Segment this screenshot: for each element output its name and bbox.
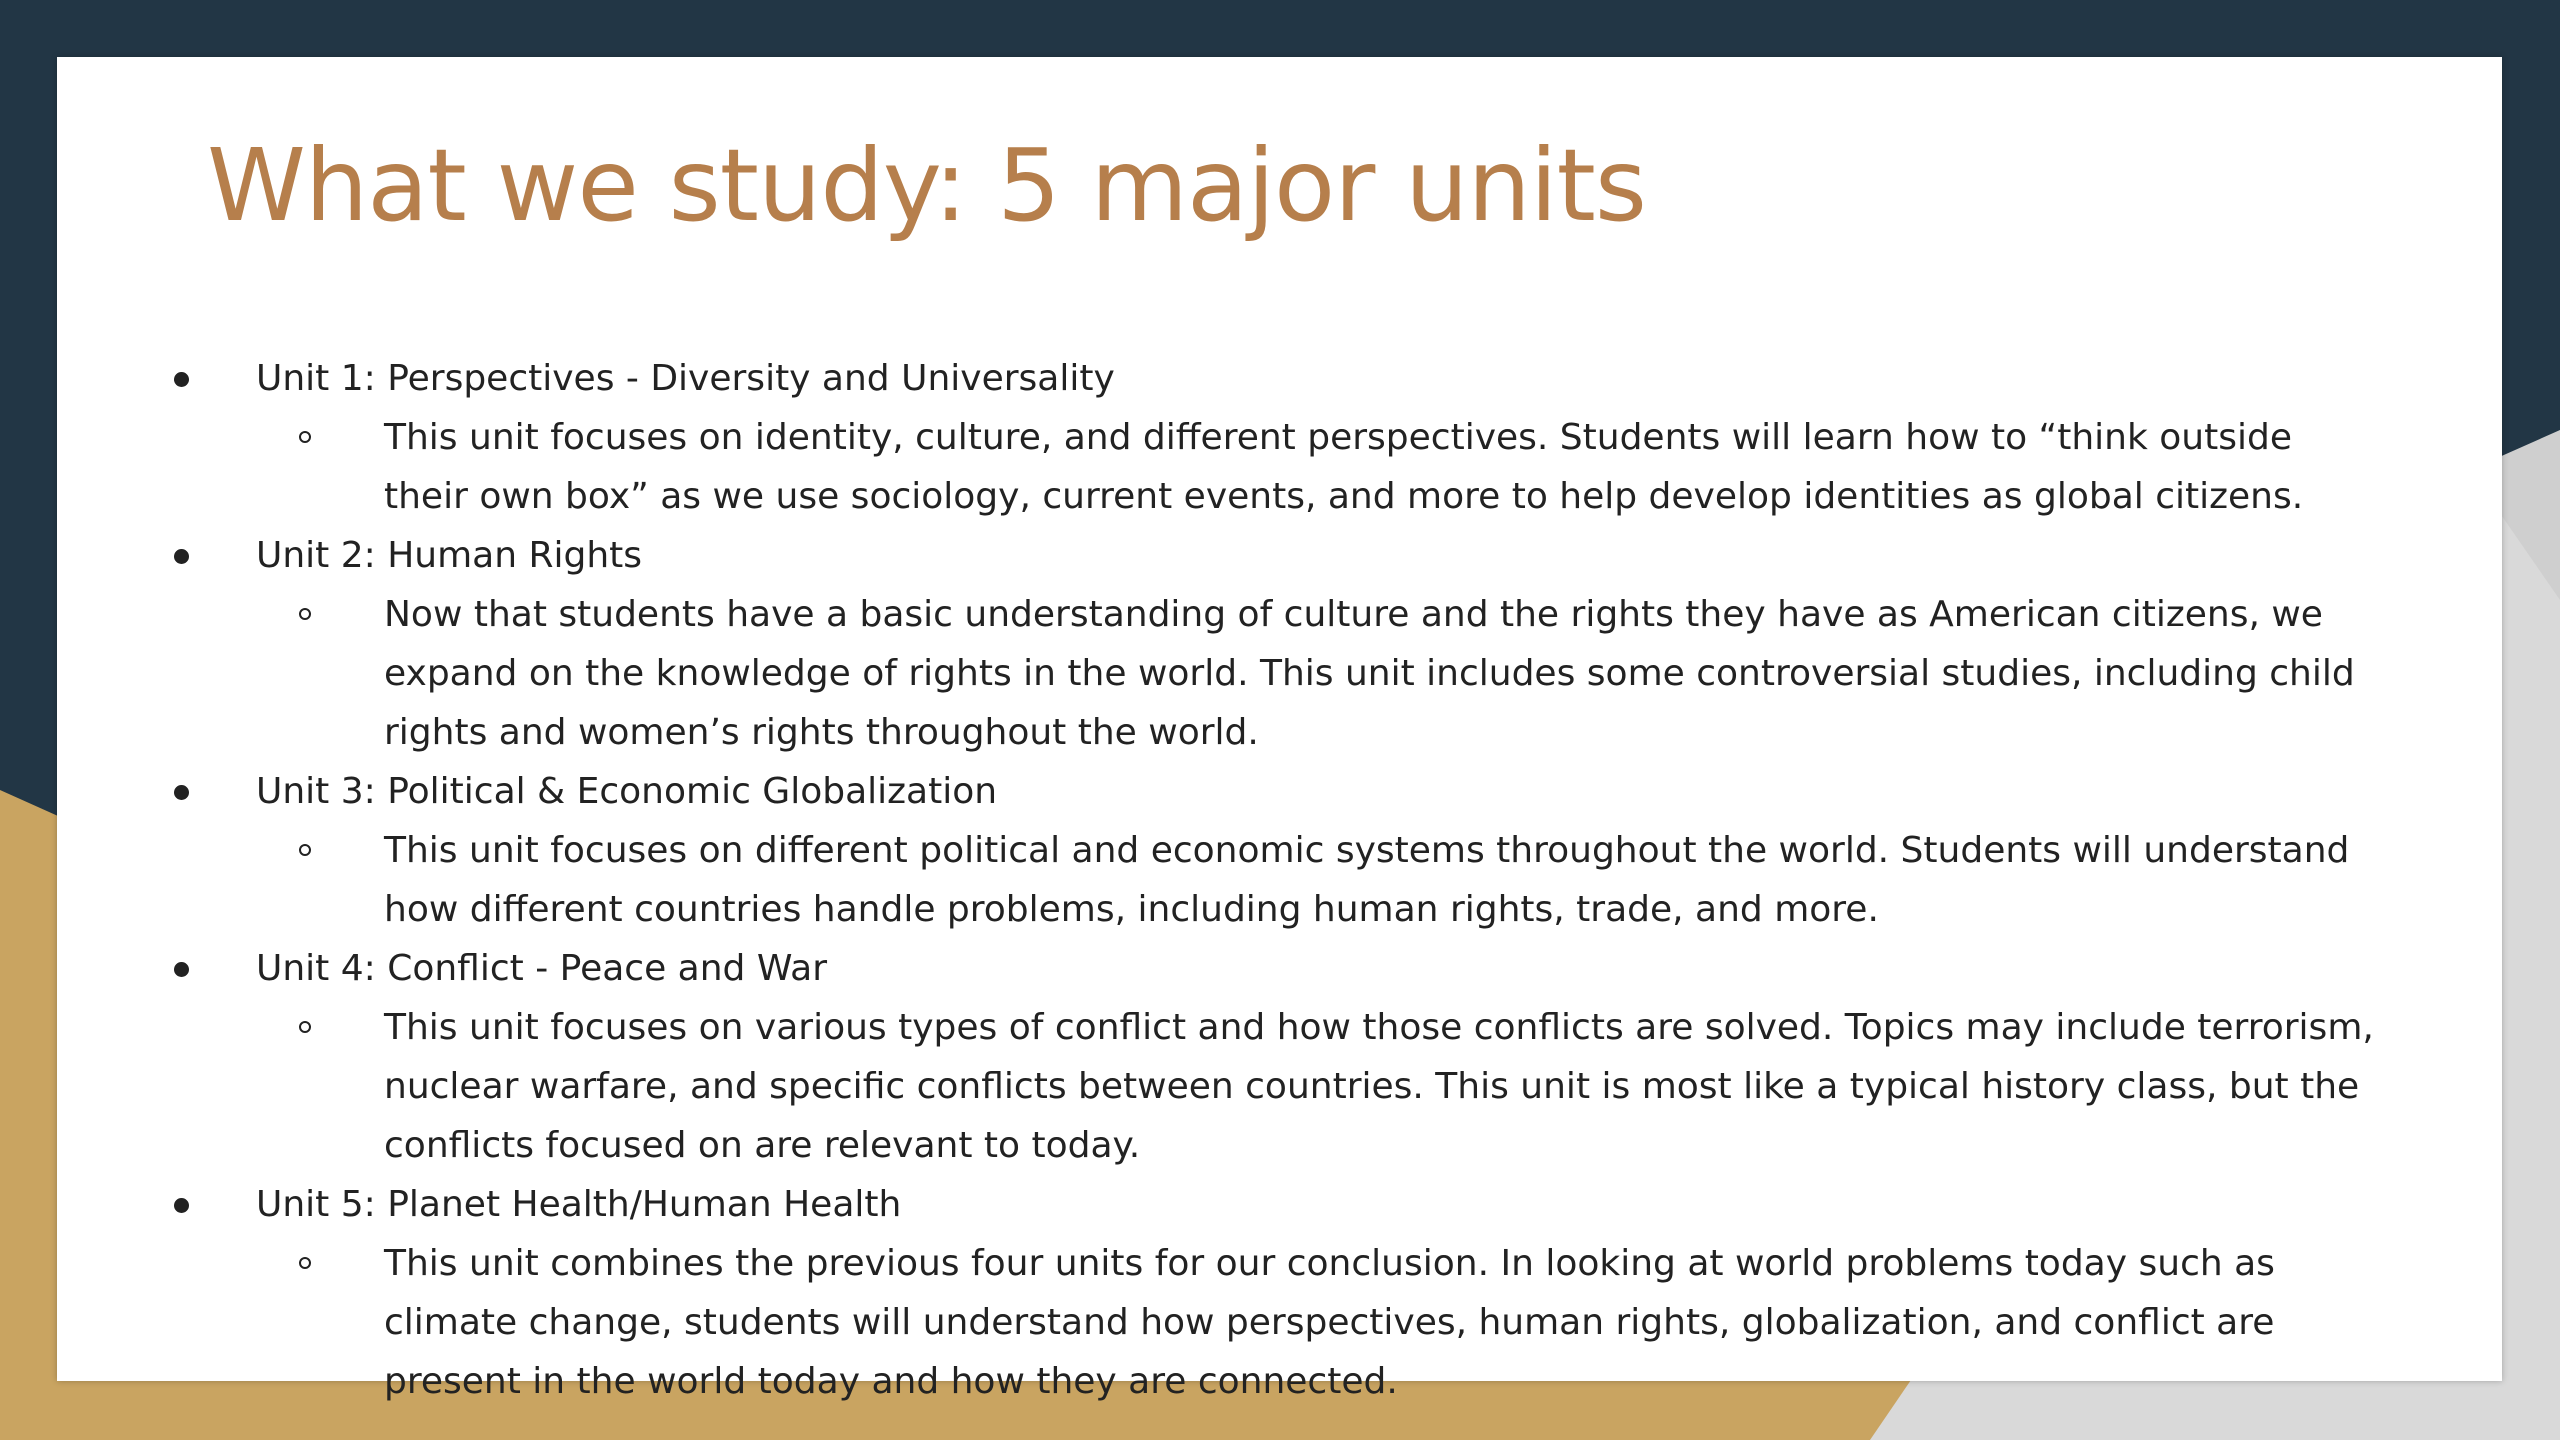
unit-list <box>57 349 2502 1411</box>
unit-description-item <box>384 585 2384 762</box>
bullet-icon <box>174 549 189 564</box>
slide <box>57 57 2502 1402</box>
unit-description-item <box>384 998 2384 1175</box>
hollow-bullet-icon <box>299 431 311 443</box>
list-item <box>57 349 2502 526</box>
unit-description-item <box>384 408 2384 526</box>
hollow-bullet-icon <box>299 1257 311 1269</box>
unit-title: Unit 1: Perspectives - Diversity and Universality <box>256 358 1115 399</box>
unit-title: Unit 3: Political & Economic Globalization <box>256 771 998 812</box>
unit-description-item <box>384 821 2384 939</box>
bullet-icon <box>174 962 189 977</box>
bullet-icon <box>174 372 189 387</box>
unit-title: Unit 4: Conflict - Peace and War <box>256 948 827 989</box>
hollow-bullet-icon <box>299 1021 311 1033</box>
unit-title: Unit 5: Planet Health/Human Health <box>256 1184 902 1225</box>
slide-title: What we study: 5 major units <box>207 127 1646 244</box>
unit-description: This unit focuses on identity, culture, and different perspectives. Students will learn how to “think outside their own box” as we use sociology, current events, and more to help develop identities as global citizens. <box>384 417 2304 517</box>
bullet-icon <box>174 1198 189 1213</box>
unit-description: This unit focuses on different political and economic systems throughout the world. Students will understand how different countries handle problems, including human rights, trade, and more. <box>384 830 2350 930</box>
bullet-icon <box>174 785 189 800</box>
list-item <box>57 1175 2502 1411</box>
hollow-bullet-icon <box>299 844 311 856</box>
hollow-bullet-icon <box>299 608 311 620</box>
unit-title: Unit 2: Human Rights <box>256 535 643 576</box>
list-item <box>57 526 2502 762</box>
list-item <box>57 762 2502 939</box>
list-item <box>57 939 2502 1175</box>
unit-description: This unit combines the previous four units for our conclusion. In looking at world problems today such as climate change, students will understand how perspectives, human rights, globalization, and conflict are present in the world today and how they are connected. <box>384 1243 2275 1402</box>
unit-description: Now that students have a basic understanding of culture and the rights they have as American citizens, we expand on the knowledge of rights in the world. This unit includes some controversial studies, including child rights and women’s rights throughout the world. <box>384 594 2355 753</box>
unit-description-item <box>384 1234 2384 1411</box>
unit-description: This unit focuses on various types of conflict and how those conflicts are solved. Topics may include terrorism, nuclear warfare, and specific conflicts between countries. This unit is most like a typical history class, but the conflicts focused on are relevant to today. <box>384 1007 2374 1166</box>
